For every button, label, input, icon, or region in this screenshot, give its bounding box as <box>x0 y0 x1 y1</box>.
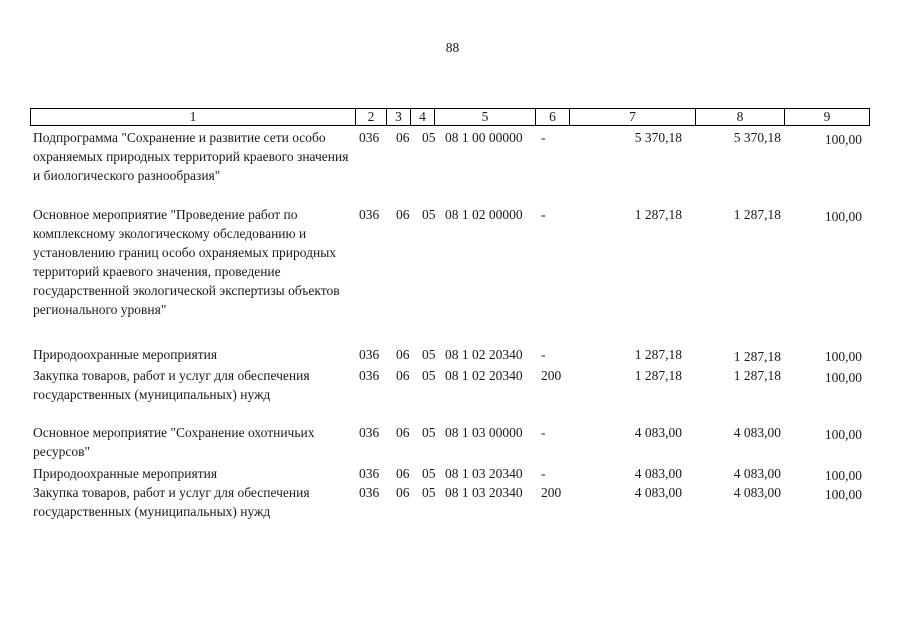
header-col-9: 9 <box>823 109 831 124</box>
row-name: Закупка товаров, работ и услуг для обеспечения государственных (муниципальных) нужд <box>33 485 310 519</box>
row-col-8: 1 287,18 <box>733 207 781 222</box>
row-col-9: 100,00 <box>824 209 862 224</box>
row-col-8: 4 083,00 <box>733 466 781 481</box>
header-col-4: 4 <box>411 109 435 125</box>
header-col-8: 8 <box>696 109 785 125</box>
row-col-6: - <box>541 425 546 440</box>
row-col-8: 1 287,18 <box>733 368 781 383</box>
header-col-6: 6 <box>536 109 570 125</box>
row-col-7: 1 287,18 <box>634 368 682 383</box>
row-col-7: 5 370,18 <box>634 130 682 145</box>
row-col-9: 100,00 <box>824 427 862 442</box>
row-col-6: 200 <box>541 485 562 500</box>
row-col-7: 1 287,18 <box>634 347 682 362</box>
row-col-8: 4 083,00 <box>733 485 781 500</box>
row-col-6: 200 <box>541 368 562 383</box>
row-col-3: 06 <box>396 368 410 383</box>
row-col-9: 100,00 <box>824 468 862 483</box>
header-col-3: 3 <box>387 109 411 125</box>
row-col-2: 036 <box>359 368 380 383</box>
row-col-2: 036 <box>359 130 380 145</box>
row-col-9: 100,00 <box>824 349 862 364</box>
row-col-4: 05 <box>422 466 436 481</box>
row-col-4: 05 <box>422 425 436 440</box>
row-name: Основное мероприятие "Сохранение охотничьих ресурсов" <box>33 425 315 459</box>
page-number: 88 <box>445 40 460 55</box>
row-col-8: 4 083,00 <box>733 425 781 440</box>
row-col-5: 08 1 03 20340 <box>445 466 523 481</box>
row-name: Природоохранные мероприятия <box>33 347 218 362</box>
row-col-6: - <box>541 347 546 362</box>
row-col-6: - <box>541 466 546 481</box>
row-name: Подпрограмма "Сохранение и развитие сети особо охраняемых природных территорий краевого значения и биологического разнообразия" <box>33 130 349 183</box>
row-col-3: 06 <box>396 207 410 222</box>
row-name: Закупка товаров, работ и услуг для обеспечения государственных (муниципальных) нужд <box>33 368 310 402</box>
row-col-5: 08 1 02 00000 <box>445 207 523 222</box>
table-header <box>30 108 870 126</box>
row-col-7: 1 287,18 <box>634 207 682 222</box>
row-col-4: 05 <box>422 347 436 362</box>
row-name: Основное мероприятие "Проведение работ по комплексному экологическому обследованию и установлению границ особо охраняемых природных территорий краевого значения, проведение государственной экологической экспертизы объектов регионального уровня" <box>33 207 340 317</box>
row-col-8: 5 370,18 <box>733 130 781 145</box>
row-col-2: 036 <box>359 425 380 440</box>
row-col-3: 06 <box>396 347 410 362</box>
header-col-7: 7 <box>570 109 696 125</box>
row-col-5: 08 1 03 00000 <box>445 425 523 440</box>
row-col-2: 036 <box>359 347 380 362</box>
row-col-6: - <box>541 207 546 222</box>
row-col-7: 4 083,00 <box>634 425 682 440</box>
row-col-3: 06 <box>396 130 410 145</box>
header-col-2: 2 <box>356 109 387 125</box>
header-col-1: 1 <box>31 109 356 125</box>
row-col-4: 05 <box>422 130 436 145</box>
row-name: Природоохранные мероприятия <box>33 466 218 481</box>
row-col-2: 036 <box>359 466 380 481</box>
row-col-3: 06 <box>396 425 410 440</box>
row-col-5: 08 1 00 00000 <box>445 130 523 145</box>
row-col-3: 06 <box>396 466 410 481</box>
row-col-7: 4 083,00 <box>634 485 682 500</box>
row-col-3: 06 <box>396 485 410 500</box>
row-col-4: 05 <box>422 485 436 500</box>
row-col-4: 05 <box>422 368 436 383</box>
header-col-5: 5 <box>435 109 536 125</box>
row-col-2: 036 <box>359 485 380 500</box>
row-col-6: - <box>541 130 546 145</box>
row-col-5: 08 1 02 20340 <box>445 368 523 383</box>
row-col-2: 036 <box>359 207 380 222</box>
row-col-9: 100,00 <box>824 370 862 385</box>
row-col-7: 4 083,00 <box>634 466 682 481</box>
row-col-8: 1 287,18 <box>733 349 781 364</box>
row-col-4: 05 <box>422 207 436 222</box>
row-col-9: 100,00 <box>824 132 862 147</box>
row-col-9: 100,00 <box>824 487 862 502</box>
row-col-5: 08 1 03 20340 <box>445 485 523 500</box>
row-col-5: 08 1 02 20340 <box>445 347 523 362</box>
